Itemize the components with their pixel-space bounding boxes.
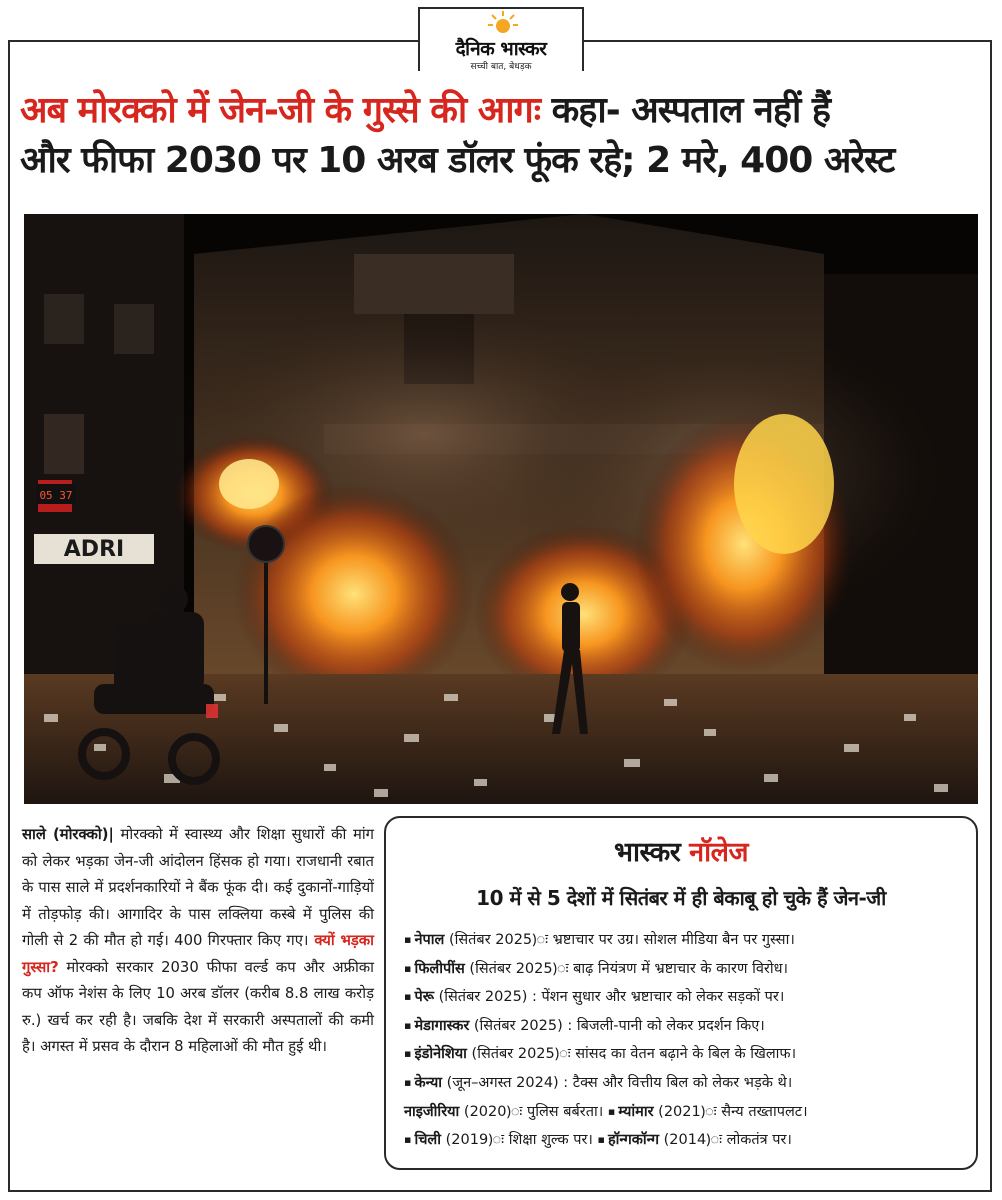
bhaskar-knowledge-box: [384, 816, 978, 1170]
bullet-icon: ▪: [404, 1133, 412, 1147]
country-name: नेपाल: [414, 932, 445, 948]
photo-sign-number: 05 37: [39, 489, 73, 502]
country-detail: (2014)ः लोकतंत्र पर।: [659, 1132, 792, 1149]
knowledge-subtitle: 10 में से 5 देशों में सितंबर में ही बेकाबू हो चुके हैं जेन-जी: [476, 886, 886, 910]
headline-red-part: अब मोरक्को में जेन-जी के गुस्से की आगः: [20, 90, 541, 131]
bullet-icon: ▪: [404, 933, 412, 946]
country-name: मेडागास्कर: [414, 1017, 470, 1034]
country-name: पेरू: [414, 989, 434, 1006]
country-name: फिलीपींस: [414, 960, 465, 977]
bullet-icon: ▪: [404, 1075, 412, 1089]
bullet-icon: ▪: [404, 1018, 412, 1032]
brand-logo: [418, 7, 584, 71]
article-question: क्यों भड़का गुस्सा?: [22, 932, 374, 976]
country-name: म्यांमार: [618, 1103, 654, 1120]
list-item: [404, 1098, 964, 1127]
list-item: [404, 1012, 964, 1041]
bullet-icon: ▪: [404, 990, 412, 1004]
article-body: [22, 822, 374, 1061]
country-name: नाइजीरिया: [404, 1103, 460, 1120]
knowledge-title-red: नॉलेज: [689, 837, 748, 868]
photo-sign-text: ADRI: [63, 537, 125, 562]
news-photo: [24, 214, 978, 804]
headline-black-part: कहा- अस्पताल नहीं हैं: [551, 90, 830, 131]
country-detail: (2021)ः सैन्य तख्तापलट।: [653, 1103, 808, 1120]
bullet-icon: ▪: [607, 1104, 616, 1118]
country-detail: (सितंबर 2025)ः सांसद का वेतन बढ़ाने के बिल के खिलाफ।: [466, 1046, 797, 1063]
country-detail: (सितंबर 2025) : बिजली-पानी को लेकर प्रदर्शन किए।: [469, 1017, 765, 1034]
country-name: इंडोनेशिया: [414, 1046, 467, 1063]
fire-center: [234, 484, 474, 704]
sun-icon: [488, 11, 518, 35]
country-detail: (सितंबर 2025)ः भ्रष्टाचार पर उग्र। सोशल मीडिया बैन पर गुस्सा।: [444, 932, 795, 948]
list-item: [404, 926, 964, 955]
knowledge-title-black: भास्कर: [614, 837, 681, 868]
burning-bank-illustration: [24, 214, 978, 804]
road-sign: [248, 526, 284, 562]
country-name: हॉन्गकॉन्ग: [607, 1132, 659, 1149]
article-para-2: मोरक्को सरकार 2030 फीफा वर्ल्ड कप और अफ्रीका कप ऑफ नेशंस के लिए 10 अरब डॉलर (करीब 8.8 लाख करोड़ रु.) खर्च कर रही है। जबकि देश में सरकारी अस्पतालों की कमी है। अगस्त में प्रसव के दौरान 8 महिलाओं की मौत हुई थी।: [22, 958, 374, 1055]
bullet-icon: ▪: [404, 1047, 412, 1061]
headline: [20, 86, 986, 186]
headline-line-2: और फीफा 2030 पर 10 अरब डॉलर फूंक रहे; 2 मरे, 400 अरेस्ट: [20, 140, 895, 181]
brand-tagline: सच्ची बात, बेधड़क: [470, 62, 532, 72]
country-detail: (2020)ः पुलिस बर्बरता।: [459, 1103, 604, 1120]
country-name: केन्या: [414, 1074, 443, 1091]
list-item: [404, 1126, 964, 1155]
headline-line-1: [20, 86, 986, 136]
bullet-icon: ▪: [404, 961, 412, 975]
list-item: [404, 1040, 964, 1069]
article-dateline: साले (मोरक्को)|: [22, 826, 114, 843]
list-item: [404, 1069, 964, 1098]
country-detail: (2019)ः शिक्षा शुल्क पर।: [441, 1132, 593, 1149]
country-name: चिली: [414, 1132, 442, 1149]
country-detail: (सितंबर 2025) : पेंशन सुधार और भ्रष्टाचार को लेकर सड़कों पर।: [433, 989, 785, 1006]
brand-name: दैनिक भास्कर: [455, 38, 547, 60]
knowledge-list: [404, 926, 964, 1155]
country-detail: (जून–अगस्त 2024) : टैक्स और वित्तीय बिल को लेकर भड़के थे।: [442, 1074, 793, 1091]
country-detail: (सितंबर 2025)ः बाढ़ नियंत्रण में भ्रष्टाचार के कारण विरोध।: [464, 960, 788, 977]
list-item: [404, 983, 964, 1012]
article-para-1: मोरक्को में स्वास्थ्य और शिक्षा सुधारों की मांग को लेकर भड़का जेन-जी आंदोलन हिंसक हो गया। राजधानी रबात के पास साले में प्रदर्शनकारियों ने बैंक फूंक दी। कई दुकानों-गाड़ियों में तोड़फोड़ की। आगादिर के पास लक्लिया कस्बे में पुलिस की गोली से 2 की मौत हो गई। 400 गिरफ्तार किए गए।: [22, 826, 374, 949]
bullet-icon: ▪: [597, 1133, 605, 1147]
list-item: [404, 955, 964, 984]
knowledge-title: [386, 832, 976, 869]
